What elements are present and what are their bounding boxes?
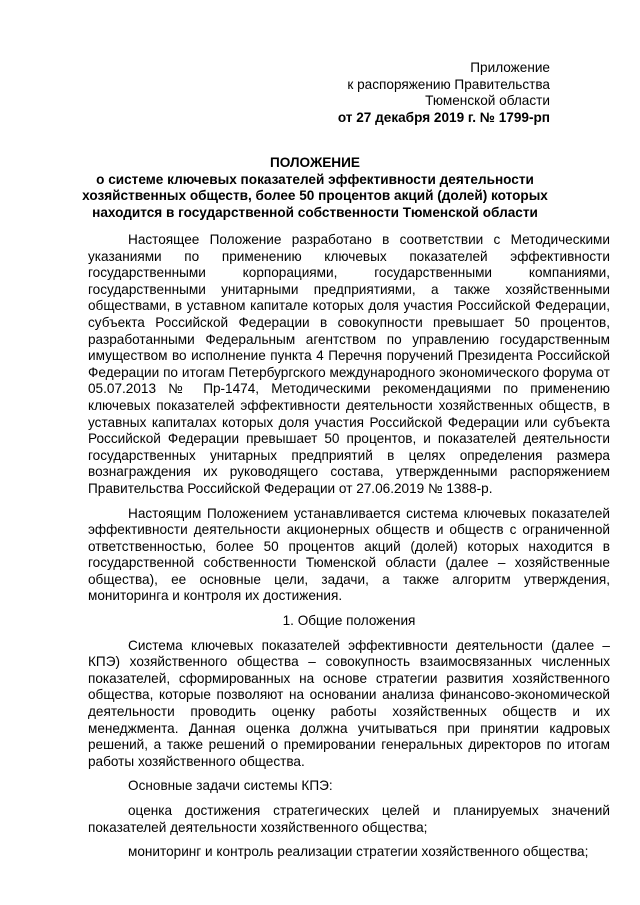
title-line-3: хозяйственных обществ, более 50 процентов акций (долей) которых [82, 188, 548, 204]
paragraph-kpi-definition: Система ключевых показателей эффективности деятельности (далее – КПЭ) хозяйственного общества – совокупность взаимосвязанных численных показателей, сформированных на основе стратегии развития хозяйственного общества, которые позволяют на основании анализа финансово-экономической деятельности проводить оценку работы хозяйственных обществ и их менеджмента. Данная оценка должна учитываться при принятии кадровых решений, а также решений о премировании генеральных директоров по итогам работы хозяйственного общества. [88, 637, 610, 769]
section-heading-general: 1. Общие положения [282, 613, 416, 629]
paragraph-scope: Настоящим Положением устанавливается система ключевых показателей эффективности деятельности акционерных обществ и обществ с ограниченной ответственностью, более 50 процентов акций (долей) которых находится в государственной собственности Тюменской области (далее – хозяйственные общества), ее основные цели, задачи, а также алгоритм утверждения, мониторинга и контроля их достижения. [88, 505, 610, 604]
paragraph-tasks-intro: Основные задачи системы КПЭ: [128, 778, 333, 794]
document-body [88, 232, 610, 869]
document-title [80, 155, 550, 221]
paragraph-task-assessment: оценка достижения стратегических целей и планируемых значений показателей деятельности хозяйственного общества; [88, 803, 610, 835]
appendix-header [338, 60, 550, 126]
title-line-4: находится в государственной собственности Тюменской области [92, 204, 538, 220]
title-line-1: ПОЛОЖЕНИЕ [270, 155, 360, 170]
paragraph-intro: Настоящее Положение разработано в соответствии с Методическими указаниями по применению ключевых показателей эффективности государственными корпорациями, государственными компаниями, государственными унитарными предприятиями, а также хозяйственными обществами, в уставном капитале которых доля участия Российской Федерации, субъекта Российской Федерации в совокупности превышает 50 процентов, разработанными Федеральным агентством по управлению государственным имуществом во исполнение пункта 4 Перечня поручений Президента Российской Федерации по итогам Петербургского международного экономического форума от 05.07.2013 № Пр-1474, Методическими рекомендациями по применению ключевых показателей эффективности деятельности хозяйственных обществ, в уставных капиталах которых доля участия Российской Федерации или субъекта Российской Федерации превышает 50 процентов, и показателей деятельности государственных унитарных предприятий в целях определения размера вознаграждения их руководящего состава, утвержденными распоряжением Правительства Российской Федерации от 27.06.2019 № 1388-р. [88, 232, 610, 496]
appendix-label: Приложение [470, 60, 550, 75]
appendix-order-ref: к распоряжению Правительства [347, 76, 550, 92]
paragraph-task-monitoring: мониторинг и контроль реализации стратегии хозяйственного общества; [128, 844, 589, 860]
title-line-2: о системе ключевых показателей эффективности деятельности [96, 171, 534, 187]
appendix-region: Тюменской области [425, 93, 550, 109]
appendix-date-number: от 27 декабря 2019 г. № 1799-рп [337, 109, 550, 125]
